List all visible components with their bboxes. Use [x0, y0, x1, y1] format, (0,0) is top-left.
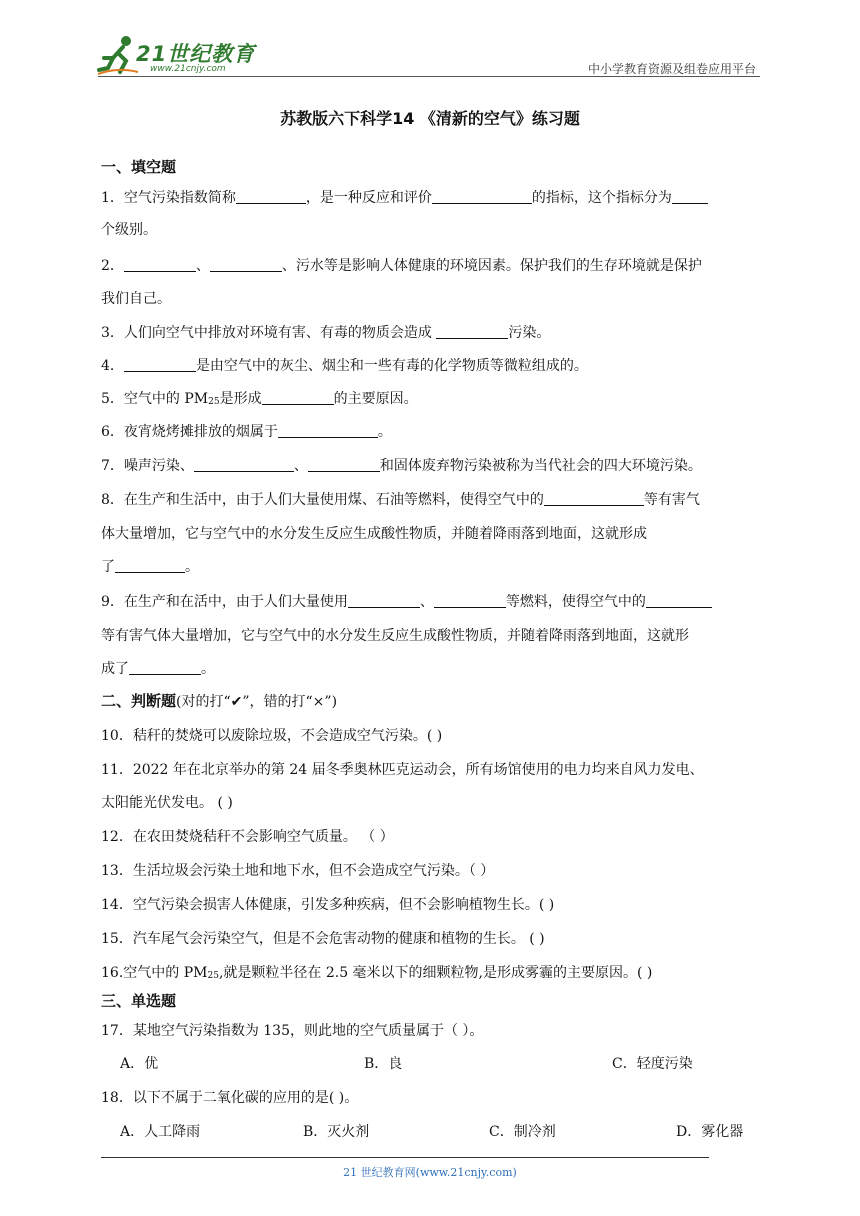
platform-name: 中小学教育资源及组卷应用平台 — [587, 62, 756, 76]
question-18: 18．以下不属于二氧化碳的应用的是( )。 — [101, 1090, 359, 1106]
question-3: 3．人们向空气中排放对环境有害、有毒的物质会造成 污染。 — [101, 325, 551, 341]
question-4: 4． 是由空气中的灰尘、烟尘和一些有毒的化学物质等微粒组成的。 — [101, 358, 588, 374]
question-7: 7．噪声污染、 、 和固体废弃物污染被称为当代社会的四大环境污染。 — [101, 458, 702, 474]
question-14: 14．空气污染会损害人体健康，引发多种疾病，但不会影响植物生长。( ) — [101, 897, 555, 913]
answer-blank[interactable] — [262, 390, 334, 405]
question-2-cont: 我们自己。 — [101, 291, 171, 307]
question-9-end: 成了 。 — [101, 661, 215, 677]
footer-link[interactable]: 21 世纪教育网(www.21cnjy.com) — [343, 1166, 517, 1179]
question-11: 11．2022 年在北京举办的第 24 届冬季奥林匹克运动会，所有场馆使用的电力均来自风力发电、 — [101, 762, 704, 778]
answer-blank[interactable] — [124, 357, 196, 372]
answer-blank[interactable] — [129, 660, 201, 675]
question-2: 2． 、 、污水等是影响人体健康的环境因素。保护我们的生存环境就是保护 — [101, 258, 702, 274]
section-fill-heading: 一、填空题 — [101, 158, 177, 176]
answer-blank[interactable] — [115, 558, 185, 573]
question-5: 5．空气中的 PM25是形成 的主要原因。 — [101, 391, 418, 407]
answer-blank[interactable] — [308, 457, 380, 472]
question-8-cont: 体大量增加，它与空气中的水分发生反应生成酸性物质，并随着降雨落到地面，这就形成 — [101, 526, 647, 542]
section-judge-heading: 二、判断题(对的打“✔”，错的打“×”) — [101, 692, 338, 710]
answer-blank[interactable] — [434, 593, 506, 608]
question-12: 12．在农田焚烧秸秆不会影响空气质量。 （ ） — [101, 829, 394, 845]
option-d[interactable]: D．雾化器 — [676, 1124, 744, 1140]
logo-url: www.21cnjy.com — [150, 64, 226, 74]
answer-blank[interactable] — [432, 189, 532, 204]
answer-blank[interactable] — [348, 593, 420, 608]
question-1: 1．空气污染指数简称 ，是一种反应和评价 的指标，这个指标分为 — [101, 187, 708, 207]
option-b[interactable]: B．灭火剂 — [303, 1124, 370, 1140]
answer-blank[interactable] — [210, 257, 282, 272]
question-6: 6．夜宵烧烤摊排放的烟属于 。 — [101, 424, 392, 440]
runner-logo-icon — [96, 34, 140, 76]
page-title: 苏教版六下科学14 《清新的空气》练习题 — [280, 109, 580, 128]
question-8: 8．在生产和生活中，由于人们大量使用煤、石油等燃料，使得空气中的 等有害气 — [101, 492, 700, 508]
question-15: 15．汽车尾气会污染空气，但是不会危害动物的健康和植物的生长。 ( ) — [101, 931, 545, 947]
footer-divider — [101, 1157, 709, 1158]
answer-blank[interactable] — [436, 324, 508, 339]
answer-blank[interactable] — [236, 189, 306, 204]
question-9: 9．在生产和在活中，由于人们大量使用 、 等燃料，使得空气中的 — [101, 591, 712, 611]
option-b[interactable]: B．良 — [364, 1056, 403, 1072]
question-16: 16.空气中的 PM25,就是颗粒半径在 2.5 毫米以下的细颗粒物,是形成雾霾的主要原因。( ) — [101, 965, 653, 981]
answer-blank[interactable] — [194, 457, 294, 472]
question-10: 10．秸秆的焚烧可以废除垃圾，不会造成空气污染。( ) — [101, 728, 443, 744]
answer-blank[interactable] — [544, 491, 644, 506]
question-9-cont: 等有害气体大量增加，它与空气中的水分发生反应生成酸性物质，并随着降雨落到地面，这就形 — [101, 628, 689, 644]
answer-blank[interactable] — [646, 593, 712, 608]
header-divider — [98, 76, 760, 77]
question-17: 17．某地空气污染指数为 135，则此地的空气质量属于（ ）。 — [101, 1023, 484, 1039]
question-13: 13．生活垃圾会污染土地和地下水，但不会造成空气污染。（ ） — [101, 863, 495, 879]
question-8-end: 了 。 — [101, 559, 199, 575]
question-1-cont: 个级别。 — [101, 222, 157, 238]
section-single-heading: 三、单选题 — [101, 992, 177, 1010]
option-a[interactable]: A．优 — [120, 1056, 159, 1072]
question-11-cont: 太阳能光伏发电。 ( ) — [101, 795, 233, 811]
answer-blank[interactable] — [124, 257, 196, 272]
option-c[interactable]: C．制冷剂 — [489, 1124, 556, 1140]
answer-blank[interactable] — [672, 189, 708, 204]
option-a[interactable]: A．人工降雨 — [120, 1124, 201, 1140]
logo-text: 21世纪教育 — [136, 42, 256, 66]
option-c[interactable]: C．轻度污染 — [612, 1056, 693, 1072]
answer-blank[interactable] — [278, 423, 378, 438]
